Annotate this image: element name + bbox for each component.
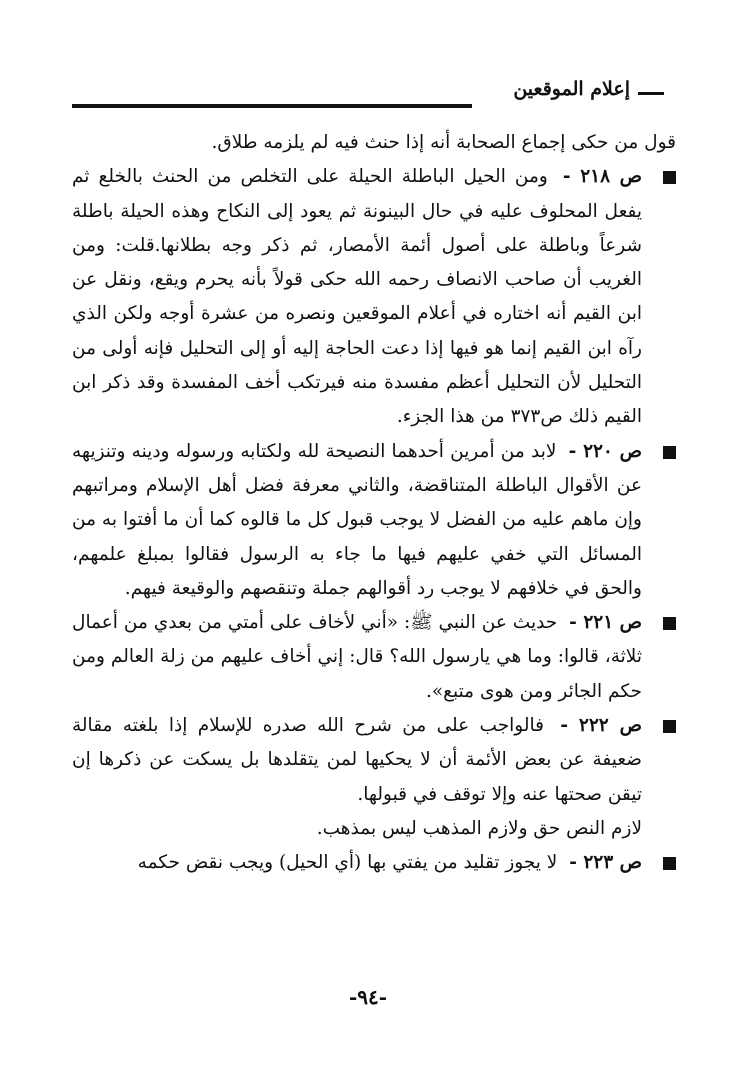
page-body	[72, 126, 676, 881]
entry-text: ومن الحيل الباطلة الحيلة على التخلص من الحنث بالخلع ثم يفعل المحلوف عليه في حال البينونة ثم يعود إلى النكاح وهذه الحيلة باطلة شرعاً وباطلة على أصول أئمة الأمصار، ثم ذكر وجه بطلانها.قلت: ومن الغريب أن صاحب الانصاف رحمه الله حكى قولاً بأنه يحرم ويقع، ونقل عن ابن القيم أنه اختاره في أعلام الموقعين ونصره من عشرة أوجه ولكن الذي رآه ابن القيم إنما هو فيها إذا دعت الحاجة إليه أو إلى التحليل فإنه أولى من التحليل لأن التحليل أعظم مفسدة منه فيرتكب أخف المفسدة وقد ذكر ابن القيم ذلك ص٣٧٣ من هذا الجزء.	[72, 166, 642, 428]
page-reference: ص ٢٢٠ -	[568, 440, 642, 462]
square-bullet-icon	[663, 857, 676, 870]
entry-text: فالواجب على من شرح الله صدره للإسلام إذا بلغته مقالة ضعيفة عن بعض الأئمة أن لا يحكيها لمن يتقلدها بل يسكت عن ذكرها إن تيقن صحتها عنه وإلا توقف في قبولها.	[72, 715, 642, 805]
note-entry	[72, 709, 676, 812]
square-bullet-icon	[663, 720, 676, 733]
page-reference: ص ٢٢٣ -	[569, 852, 642, 874]
page-reference: ص ٢٢١ -	[569, 612, 642, 634]
header-title: إعلام الموقعين	[513, 78, 630, 100]
note-entry	[72, 846, 676, 880]
note-entry	[72, 606, 676, 709]
text-paragraph	[72, 812, 676, 846]
header-rule	[72, 104, 472, 108]
entry-text: حديث عن النبي ﷺ: «أني لأخاف على أمتي من بعدي من أعمال ثلاثة، قالوا: وما هي يارسول الله؟ قال: إني أخاف عليهم من زلة العالم ومن حكم الجائر ومن هوى متبع».	[72, 612, 642, 702]
page-number: -٩٤-	[348, 985, 388, 1009]
note-entry	[72, 160, 676, 434]
note-entry	[72, 435, 676, 606]
page-reference: ص ٢١٨ -	[562, 166, 643, 188]
page-reference: ص ٢٢٢ -	[560, 715, 643, 737]
square-bullet-icon	[663, 446, 676, 459]
square-bullet-icon	[663, 171, 676, 184]
running-header	[72, 78, 664, 108]
header-dash	[638, 92, 664, 95]
paragraph-text: لازم النص حق ولازم المذهب ليس بمذهب.	[316, 817, 642, 839]
square-bullet-icon	[663, 617, 676, 630]
paragraph-text: قول من حكى إجماع الصحابة أنه إذا حنث فيه لم يلزمه طلاق.	[211, 132, 676, 153]
entry-text: لا يجوز تقليد من يفتي بها (أي الحيل) ويجب نقض حكمه	[137, 852, 558, 874]
text-paragraph	[72, 126, 676, 160]
entry-text: لابد من أمرين أحدهما النصيحة لله ولكتابه ورسوله ودينه وتنزيهه عن الأقوال الباطلة المتناقضة، والثاني معرفة فضل أهل الإسلام ومراتبهم وإن ماهم عليه من الفضل لا يوجب قبول كل ما قالوه كما أن ما أفتوا به من المسائل التي خفي عليهم فيها ما جاء به الرسول فقالوا بمبلغ علمهم، والحق في خلافهم لا يوجب رد أقوالهم جملة وتنقصهم والوقيعة فيهم.	[72, 440, 642, 599]
